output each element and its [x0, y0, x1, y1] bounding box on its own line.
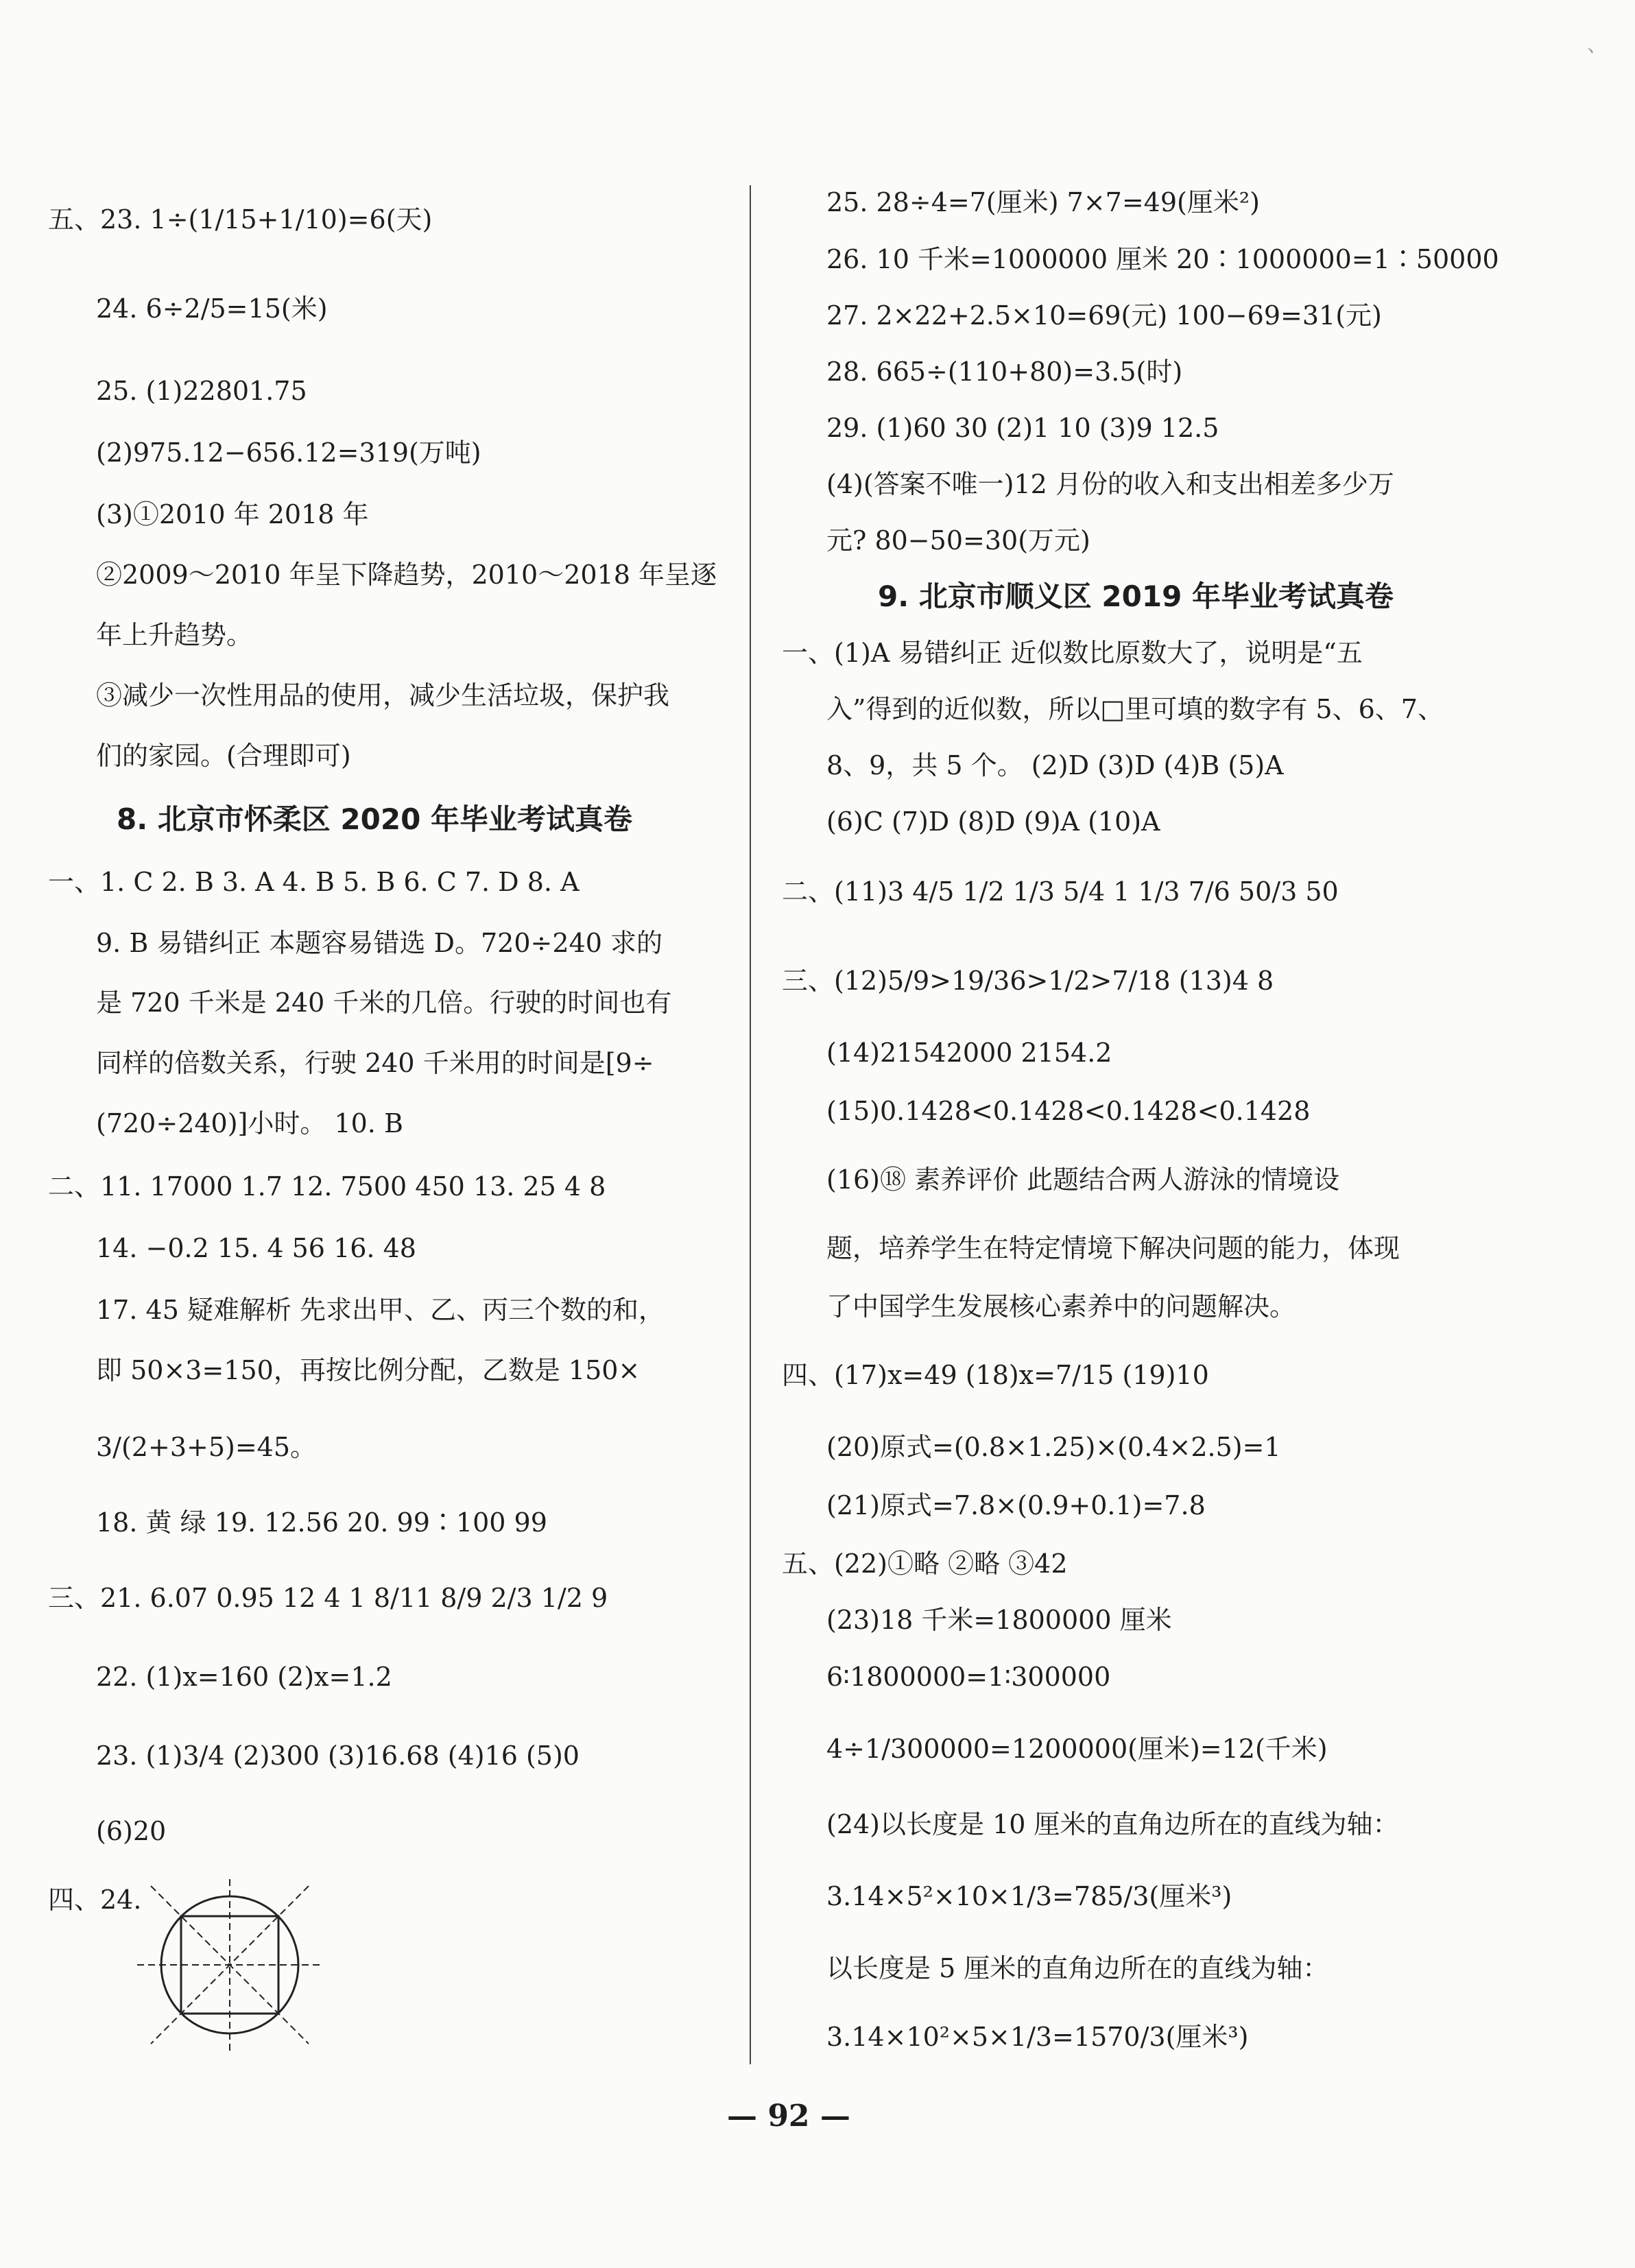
text-line: 五、23. 1÷(1/15+1/10)=6(天)	[48, 204, 433, 235]
text-line: 是 720 千米是 240 千米的几倍。行驶的时间也有	[96, 988, 672, 1018]
text-line: 27. 2×22+2.5×10=69(元) 100−69=31(元)	[826, 300, 1382, 331]
text-line: 25. (1)22801.75	[96, 376, 307, 406]
text-line: 22. (1)x=160 (2)x=1.2	[96, 1662, 392, 1692]
circle-square-diagram	[137, 1879, 329, 2057]
text-line: 26. 10 千米=1000000 厘米 20∶1000000=1∶50000	[826, 244, 1499, 274]
text-line: 入”得到的近似数，所以□里可填的数字有 5、6、7、	[826, 694, 1444, 724]
text-line: 四、(17)x=49 (18)x=7/15 (19)10	[782, 1360, 1209, 1390]
text-line: 23. (1)3/4 (2)300 (3)16.68 (4)16 (5)0	[96, 1741, 580, 1771]
text-line: 年上升趋势。	[96, 620, 253, 650]
text-line: 即 50×3=150，再按比例分配，乙数是 150×	[96, 1355, 641, 1385]
text-line: 三、21. 6.07 0.95 12 4 1 8/11 8/9 2/3 1/2 9	[48, 1583, 608, 1613]
text-line: ③减少一次性用品的使用，减少生活垃圾，保护我	[96, 680, 670, 711]
text-line: (16)⑱ 素养评价 此题结合两人游泳的情境设	[826, 1165, 1340, 1195]
text-line: 14. −0.2 15. 4 56 16. 48	[96, 1233, 416, 1263]
text-line: (720÷240)]小时。 10. B	[96, 1108, 403, 1138]
text-line: 们的家园。(合理即可)	[96, 741, 351, 771]
text-line: 以长度是 5 厘米的直角边所在的直线为轴：	[826, 1953, 1329, 1983]
text-line: 元? 80−50=30(万元)	[826, 525, 1090, 556]
text-line: 五、(22)①略 ②略 ③42	[782, 1549, 1068, 1579]
text-line: (3)①2010 年 2018 年	[96, 499, 369, 529]
text-line: ②2009～2010 年呈下降趋势，2010～2018 年呈逐	[96, 560, 717, 590]
text-line: 8、9，共 5 个。 (2)D (3)D (4)B (5)A	[826, 750, 1284, 780]
text-line: 3.14×5²×10×1/3=785/3(厘米³)	[826, 1881, 1232, 1911]
text-line: (6)20	[96, 1816, 167, 1846]
text-line: 9. B 易错纠正 本题容易错选 D。720÷240 求的	[96, 928, 663, 958]
text-line: 18. 黄 绿 19. 12.56 20. 99∶100 99	[96, 1507, 547, 1538]
text-line: 29. (1)60 30 (2)1 10 (3)9 12.5	[826, 413, 1219, 443]
text-line: 二、11. 17000 1.7 12. 7500 450 13. 25 4 8	[48, 1171, 606, 1202]
text-line: 25. 28÷4=7(厘米) 7×7=49(厘米²)	[826, 187, 1260, 217]
page-number: — 92 —	[727, 2099, 850, 2134]
text-line: 了中国学生发展核心素养中的问题解决。	[826, 1291, 1296, 1322]
corner-mark: 、	[1587, 33, 1608, 57]
text-line: 一、(1)A 易错纠正 近似数比原数大了，说明是“五	[782, 638, 1363, 668]
text-line: (6)C (7)D (8)D (9)A (10)A	[826, 807, 1160, 837]
text-line: (4)(答案不唯一)12 月份的收入和支出相差多少万	[826, 469, 1394, 499]
text-line: (14)21542000 2154.2	[826, 1038, 1112, 1068]
text-line: (23)18 千米=1800000 厘米	[826, 1605, 1172, 1635]
section-heading: 9. 北京市顺义区 2019 年毕业考试真卷	[878, 580, 1394, 613]
text-line: 四、24.	[48, 1885, 142, 1915]
text-line: (15)0.1428<0.1428<0.1428<0.1428	[826, 1096, 1311, 1126]
section-heading: 8. 北京市怀柔区 2020 年毕业考试真卷	[117, 802, 632, 836]
text-line: 三、(12)5/9>19/36>1/2>7/18 (13)4 8	[782, 966, 1274, 996]
text-line: 17. 45 疑难解析 先求出甲、乙、丙三个数的和，	[96, 1295, 665, 1325]
text-line: (24)以长度是 10 厘米的直角边所在的直线为轴：	[826, 1809, 1399, 1839]
text-line: (2)975.12−656.12=319(万吨)	[96, 438, 481, 468]
text-line: 6∶1800000=1∶300000	[826, 1662, 1111, 1692]
column-divider	[750, 185, 751, 2064]
text-line: 题，培养学生在特定情境下解决问题的能力，体现	[826, 1233, 1400, 1263]
text-line: 4÷1/300000=1200000(厘米)=12(千米)	[826, 1734, 1328, 1764]
text-line: 同样的倍数关系，行驶 240 千米用的时间是[9÷	[96, 1048, 654, 1078]
text-line: 3.14×10²×5×1/3=1570/3(厘米³)	[826, 2022, 1249, 2052]
text-line: 二、(11)3 4/5 1/2 1/3 5/4 1 1/3 7/6 50/3 50	[782, 876, 1339, 907]
text-line: (21)原式=7.8×(0.9+0.1)=7.8	[826, 1490, 1206, 1520]
text-line: 24. 6÷2/5=15(米)	[96, 294, 328, 324]
text-line: 3/(2+3+5)=45。	[96, 1432, 317, 1462]
text-line: (20)原式=(0.8×1.25)×(0.4×2.5)=1	[826, 1432, 1281, 1462]
text-line: 一、1. C 2. B 3. A 4. B 5. B 6. C 7. D 8. A	[48, 867, 580, 897]
text-line: 28. 665÷(110+80)=3.5(时)	[826, 357, 1183, 387]
